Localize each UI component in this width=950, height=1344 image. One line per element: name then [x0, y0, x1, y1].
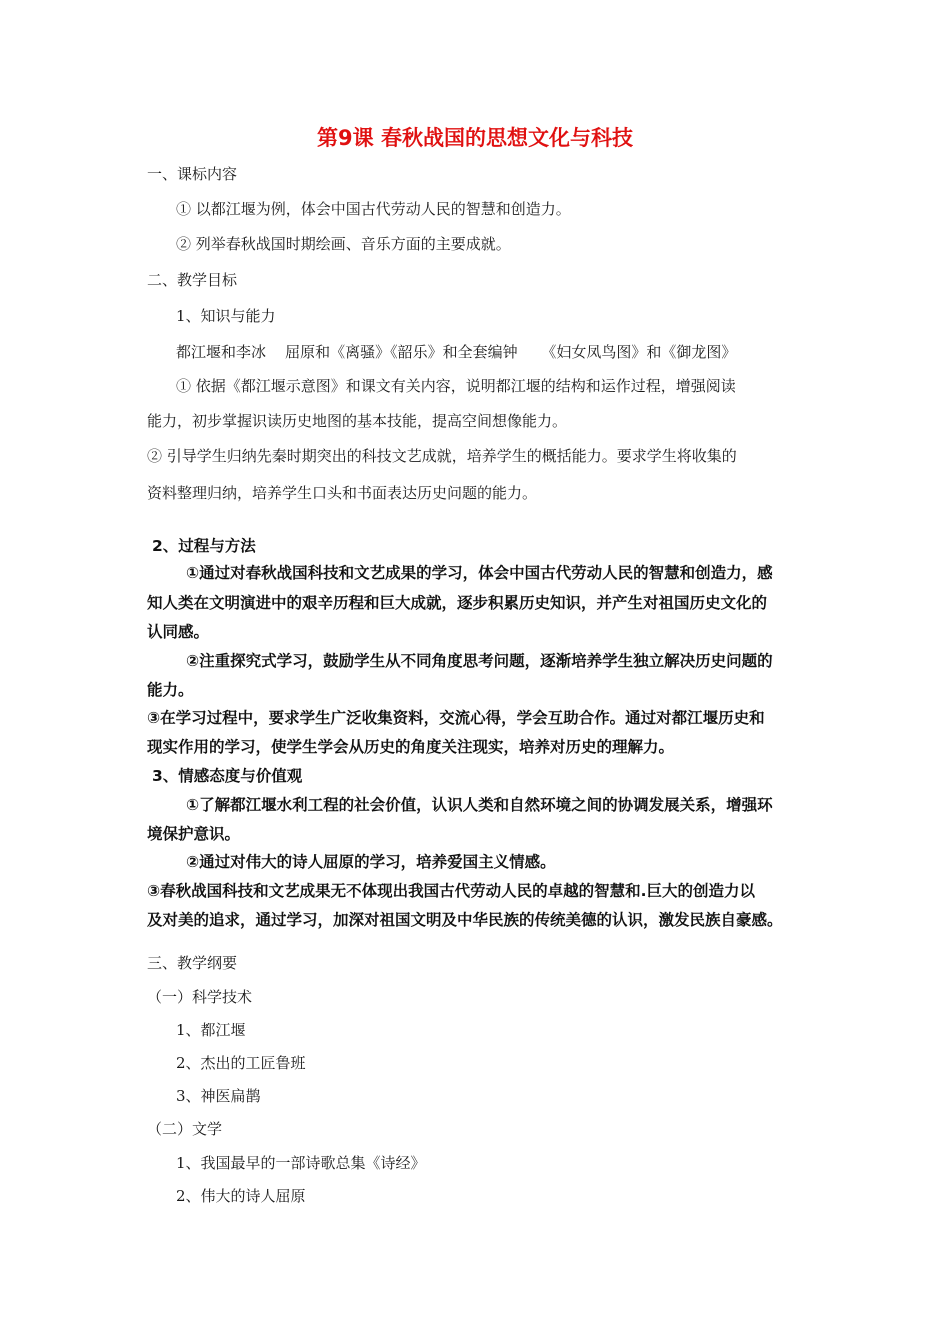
page-title: 第9课 春秋战国的思想文化与科技	[317, 126, 633, 150]
process-paragraph-2-line-2: 能力。	[147, 681, 194, 699]
outline-part-literature: （二）文学	[147, 1120, 223, 1138]
outline-science-item-2: 2、杰出的工匠鲁班	[176, 1054, 306, 1072]
curriculum-item-2: ② 列举春秋战国时期绘画、音乐方面的主要成就。	[176, 235, 511, 253]
process-paragraph-1-line-1: ①通过对春秋战国科技和文艺成果的学习，体会中国古代劳动人民的智慧和创造力，感	[186, 564, 773, 582]
section-heading-goals: 二、教学目标	[147, 271, 238, 289]
attitude-paragraph-2-line-1: ②通过对伟大的诗人屈原的学习，培养爱国主义情感。	[186, 853, 556, 871]
knowledge-paragraph-2-line-1: ② 引导学生归纳先秦时期突出的科技文艺成就，培养学生的概括能力。要求学生将收集的	[147, 447, 737, 465]
subheading-knowledge: 1、知识与能力	[176, 307, 276, 325]
attitude-paragraph-1-line-2: 境保护意识。	[147, 825, 241, 843]
knowledge-paragraph-2-line-2: 资料整理归纳，培养学生口头和书面表达历史问题的能力。	[147, 484, 538, 502]
process-paragraph-1-line-2: 知人类在文明演进中的艰辛历程和巨大成就，逐步积累历史知识，并产生对祖国历史文化的	[147, 594, 768, 612]
outline-science-item-1: 1、都江堰	[176, 1021, 246, 1039]
attitude-paragraph-3-line-1: ③春秋战国科技和文艺成果无不体现出我国古代劳动人民的卓越的智慧和.巨大的创造力以	[147, 882, 756, 900]
outline-part-science: （一）科学技术	[147, 988, 253, 1006]
process-paragraph-2-line-1: ②注重探究式学习，鼓励学生从不同角度思考问题，逐渐培养学生独立解决历史问题的	[186, 652, 773, 670]
outline-science-item-3: 3、神医扁鹊	[176, 1087, 261, 1105]
knowledge-paragraph-1-line-1: ① 依据《都江堰示意图》和课文有关内容，说明都江堰的结构和运作过程，增强阅读	[176, 377, 736, 395]
section-heading-curriculum: 一、课标内容	[147, 165, 238, 183]
process-paragraph-1-line-3: 认同感。	[147, 623, 210, 641]
knowledge-keywords: 都江堰和李冰 屈原和《离骚》《韶乐》和全套编钟 《妇女凤鸟图》和《御龙图》	[176, 343, 737, 361]
process-paragraph-3-line-1: ③在学习过程中，要求学生广泛收集资料，交流心得，学会互助合作。通过对都江堰历史和	[147, 709, 765, 727]
subheading-attitude-values: 3、情感态度与价值观	[152, 767, 303, 785]
process-paragraph-3-line-2: 现实作用的学习，使学生学会从历史的角度关注现实，培养对历史的理解力。	[147, 738, 675, 756]
curriculum-item-1: ① 以都江堰为例，体会中国古代劳动人民的智慧和创造力。	[176, 200, 571, 218]
section-heading-outline: 三、教学纲要	[147, 954, 238, 972]
outline-literature-item-1: 1、我国最早的一部诗歌总集《诗经》	[176, 1154, 426, 1172]
knowledge-paragraph-1-line-2: 能力，初步掌握识读历史地图的基本技能，提高空间想像能力。	[147, 412, 568, 430]
outline-literature-item-2: 2、伟大的诗人屈原	[176, 1187, 306, 1205]
attitude-paragraph-3-line-2: 及对美的追求，通过学习，加深对祖国文明及中华民族的传统美德的认识，激发民族自豪感。	[147, 911, 783, 929]
attitude-paragraph-1-line-1: ①了解都江堰水利工程的社会价值，认识人类和自然环境之间的协调发展关系，增强环	[186, 796, 773, 814]
subheading-process-method: 2、过程与方法	[152, 537, 256, 555]
